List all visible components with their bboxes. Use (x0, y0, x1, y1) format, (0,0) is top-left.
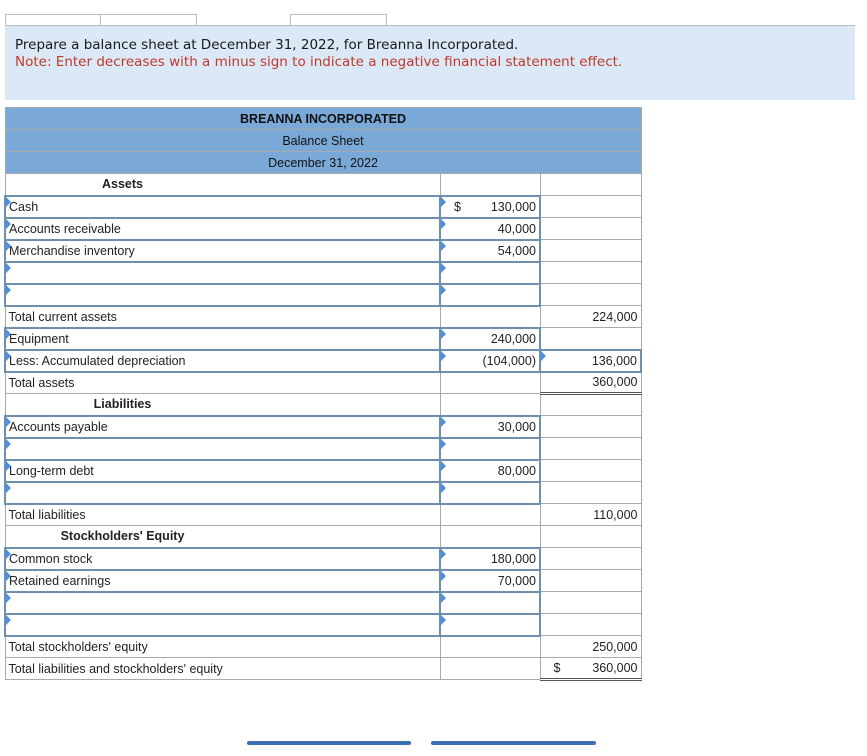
amount-input-cash[interactable]: $ 130,000 (440, 196, 540, 218)
account-select-empty-1[interactable] (5, 262, 440, 284)
account-select-common[interactable]: Common stock (5, 548, 440, 570)
tab-2[interactable] (100, 14, 197, 25)
table-row (5, 328, 641, 350)
table-row (5, 592, 641, 614)
section-assets: Assets (5, 174, 440, 196)
table-row (5, 504, 641, 526)
section-liabilities: Liabilities (5, 394, 440, 416)
amount-input-inventory[interactable]: 54,000 (440, 240, 540, 262)
account-select-empty-2[interactable] (5, 284, 440, 306)
table-row (5, 460, 641, 482)
total-lse-value: $ 360,000 (540, 658, 641, 680)
instructions-note: Note: Enter decreases with a minus sign to indicate a negative financial statement effect. (15, 54, 623, 70)
table-row (5, 482, 641, 504)
table-row (5, 240, 641, 262)
account-select-empty-5[interactable] (5, 592, 440, 614)
table-row (5, 306, 641, 328)
table-row (5, 548, 641, 570)
account-select-inventory[interactable]: Merchandise inventory (5, 240, 440, 262)
table-row (5, 284, 641, 306)
amount-input-empty-6[interactable] (440, 614, 540, 636)
statement-date: December 31, 2022 (5, 152, 641, 174)
table-row (5, 262, 641, 284)
company-name: BREANNA INCORPORATED (5, 108, 641, 130)
table-row (5, 218, 641, 240)
label-total-se: Total stockholders' equity (5, 636, 440, 658)
account-select-equipment[interactable]: Equipment (5, 328, 440, 350)
amount-input-ar[interactable]: 40,000 (440, 218, 540, 240)
account-select-accum-dep[interactable]: Less: Accumulated depreciation (5, 350, 440, 372)
next-button[interactable] (431, 741, 596, 745)
amount-input-empty-3[interactable] (440, 438, 540, 460)
account-select-empty-6[interactable] (5, 614, 440, 636)
amount-input-empty-5[interactable] (440, 592, 540, 614)
account-select-empty-3[interactable] (5, 438, 440, 460)
account-select-cash[interactable]: Cash (5, 196, 440, 218)
amount-input-accum-dep[interactable]: (104,000) (440, 350, 540, 372)
net-equipment-input[interactable]: 136,000 (540, 350, 641, 372)
table-row (5, 658, 641, 680)
account-select-retained[interactable]: Retained earnings (5, 570, 440, 592)
table-row (5, 416, 641, 438)
account-select-ltd[interactable]: Long-term debt (5, 460, 440, 482)
balance-sheet-table (4, 107, 642, 681)
tab-1[interactable] (5, 14, 102, 25)
table-row (5, 438, 641, 460)
statement-name: Balance Sheet (5, 130, 641, 152)
amount-input-ap[interactable]: 30,000 (440, 416, 540, 438)
label-total-lse: Total liabilities and stockholders' equity (5, 658, 440, 680)
amount-input-empty-1[interactable] (440, 262, 540, 284)
amount-input-empty-4[interactable] (440, 482, 540, 504)
amount-input-retained[interactable]: 70,000 (440, 570, 540, 592)
table-row (5, 614, 641, 636)
account-select-ar[interactable]: Accounts receivable (5, 218, 440, 240)
account-select-ap[interactable]: Accounts payable (5, 416, 440, 438)
tab-3[interactable] (290, 14, 387, 25)
instructions-text: Prepare a balance sheet at December 31, 2022, for Breanna Incorporated. (15, 37, 519, 53)
amount-input-common[interactable]: 180,000 (440, 548, 540, 570)
label-total-assets: Total assets (5, 372, 440, 394)
amount-input-ltd[interactable]: 80,000 (440, 460, 540, 482)
table-row (5, 570, 641, 592)
total-assets-value: 360,000 (540, 372, 641, 394)
total-current-assets-value: 224,000 (540, 306, 641, 328)
table-row (5, 372, 641, 394)
section-equity: Stockholders' Equity (5, 526, 440, 548)
account-select-empty-4[interactable] (5, 482, 440, 504)
table-row (5, 350, 641, 372)
table-row (5, 196, 641, 218)
amount-input-empty-2[interactable] (440, 284, 540, 306)
prev-button[interactable] (247, 741, 411, 745)
total-se-value: 250,000 (540, 636, 641, 658)
total-liabilities-value: 110,000 (540, 504, 641, 526)
label-total-liabilities: Total liabilities (5, 504, 440, 526)
amount-input-equipment[interactable]: 240,000 (440, 328, 540, 350)
instructions-panel (5, 26, 855, 100)
table-row (5, 636, 641, 658)
label-total-current-assets: Total current assets (5, 306, 440, 328)
